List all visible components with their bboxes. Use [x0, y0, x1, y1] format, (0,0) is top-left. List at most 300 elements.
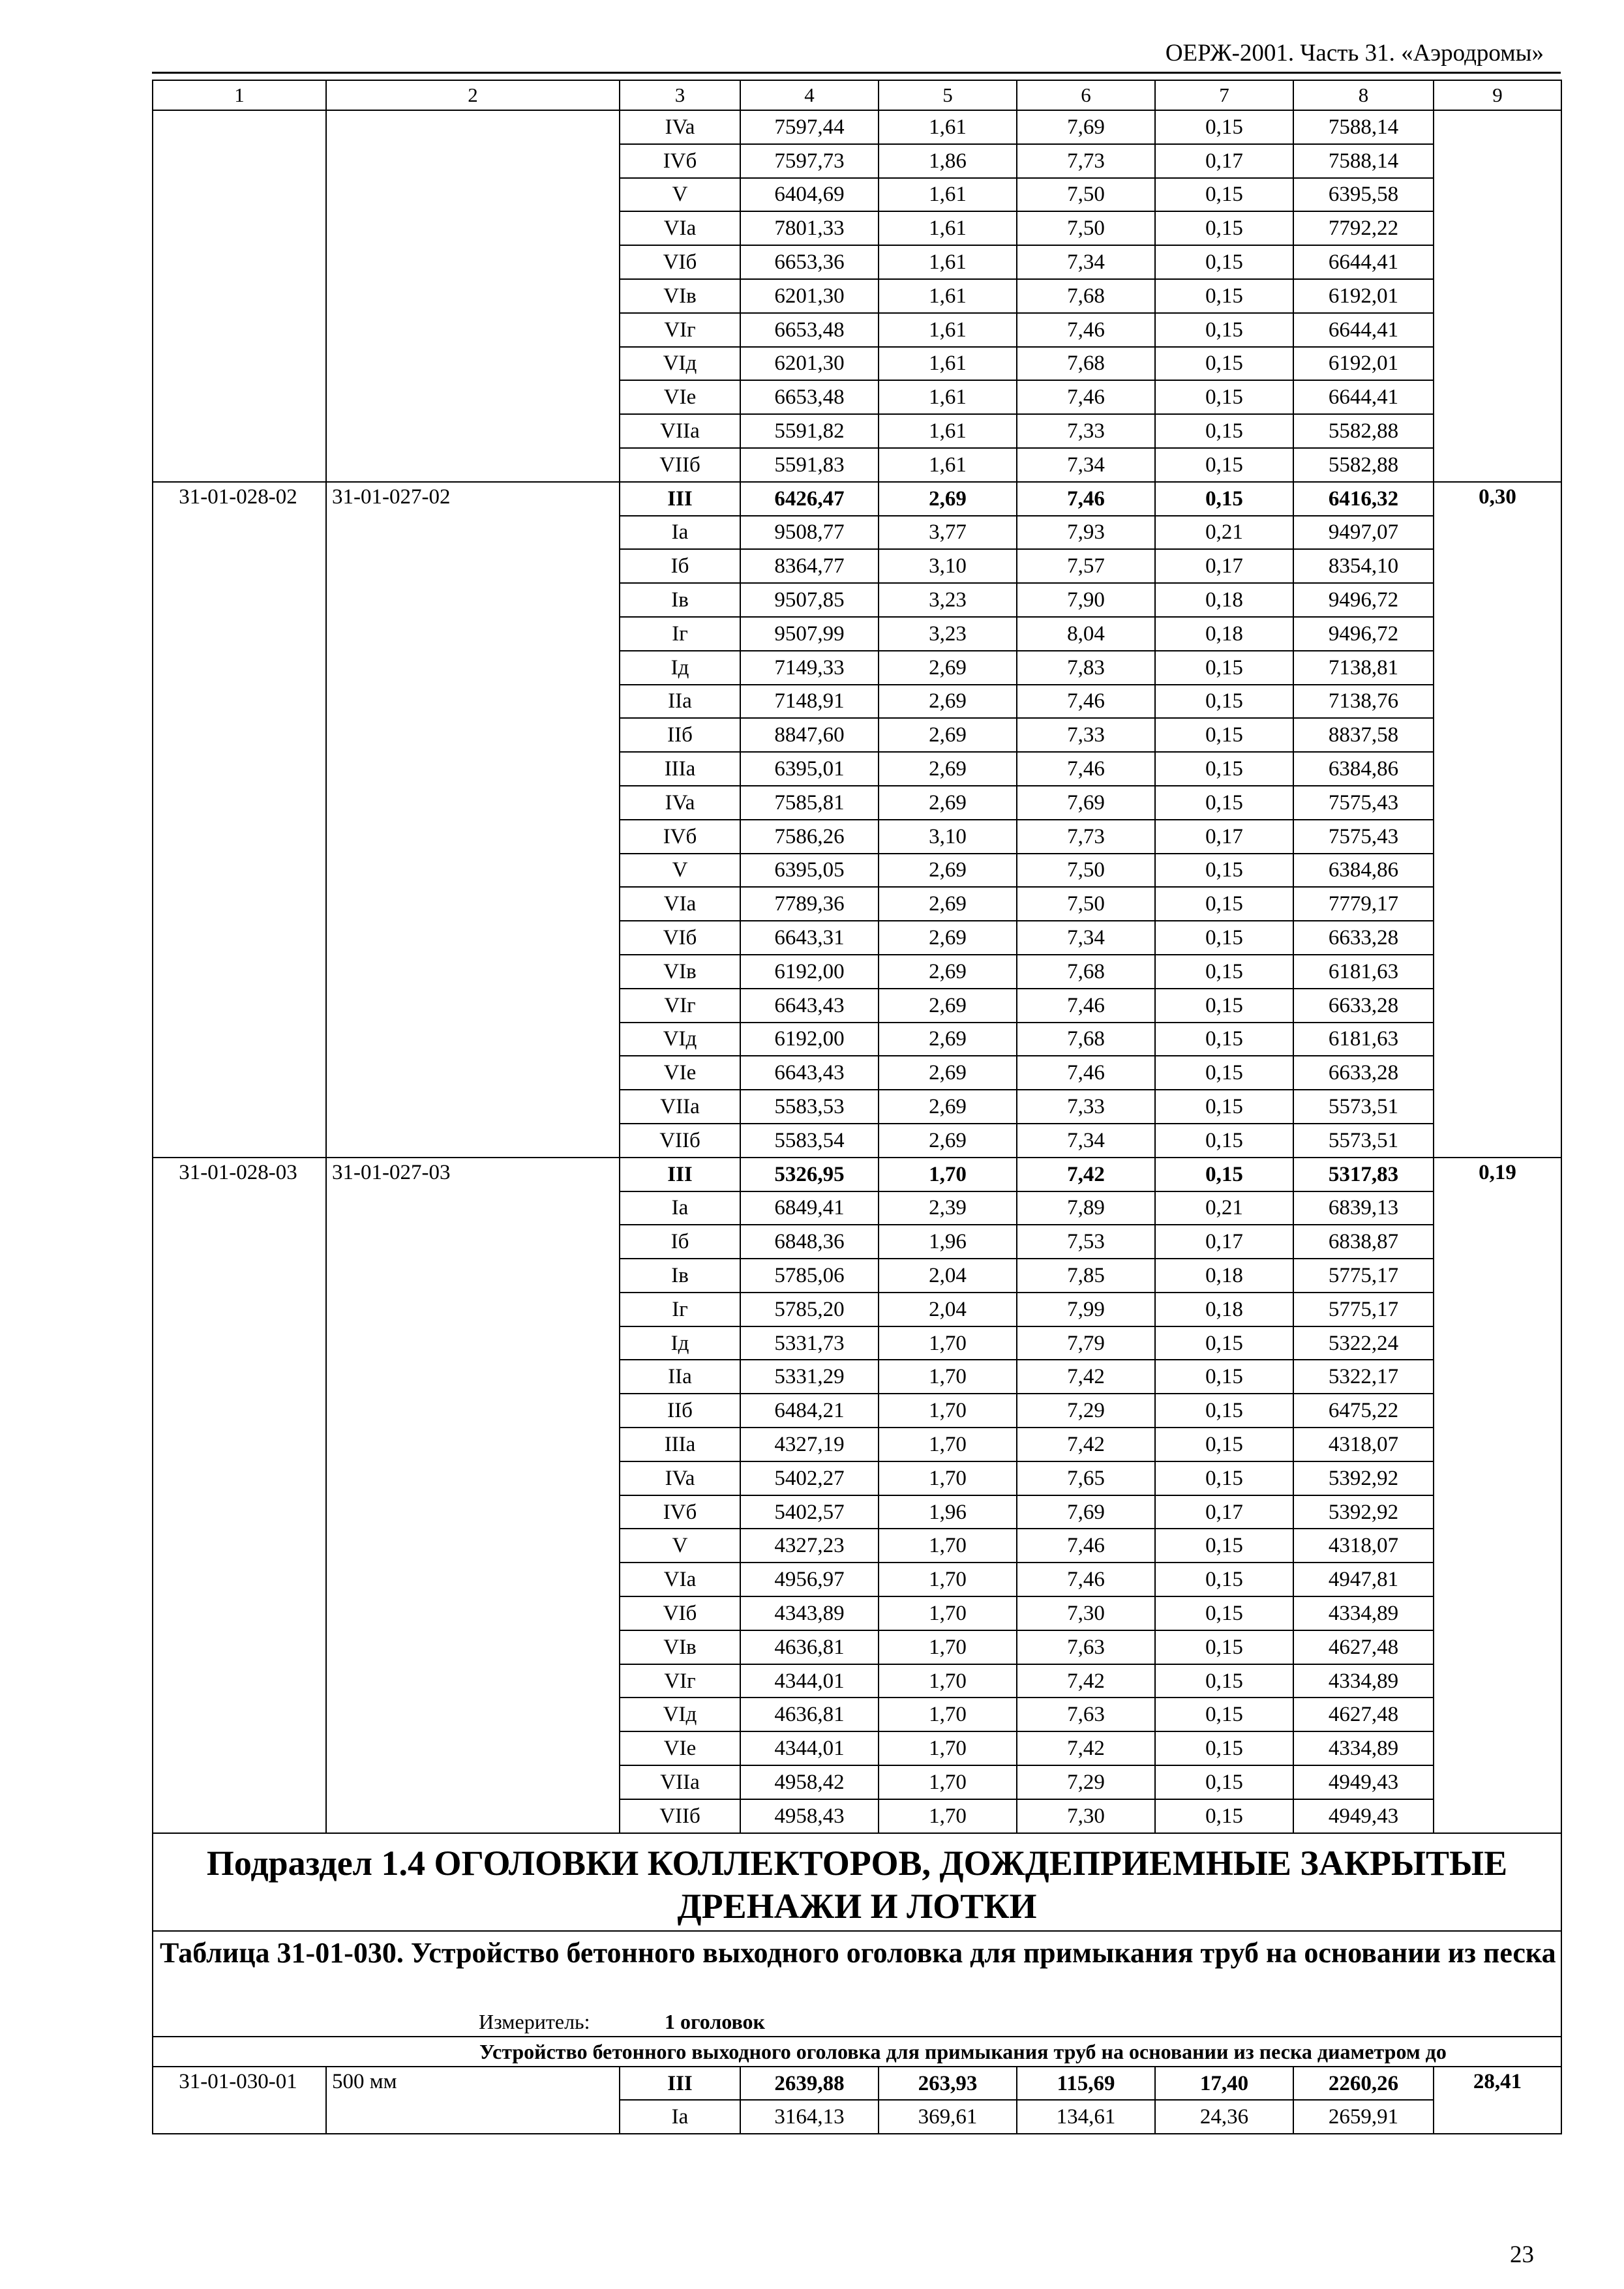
value-cell: 7,34 — [1017, 921, 1155, 955]
table-title: Таблица 31-01-030. Устройство бетонного выходного оголовка для примыкания труб на основании из песка — [153, 1931, 1561, 2007]
value-cell: 1,86 — [879, 144, 1017, 178]
value-cell: 0,21 — [1155, 516, 1293, 550]
value-cell: 5582,88 — [1293, 448, 1434, 482]
value-cell: 4327,19 — [740, 1428, 879, 1461]
value-cell: 5591,83 — [740, 448, 879, 482]
measure-label: Измеритель: — [479, 2009, 590, 2033]
value-cell: 6416,32 — [1293, 482, 1434, 516]
value-cell: 7586,26 — [740, 820, 879, 854]
value-cell: 0,15 — [1155, 1731, 1293, 1765]
zone-cell: VIIa — [620, 414, 740, 448]
value-cell: 0,15 — [1155, 211, 1293, 245]
value-cell: 0,15 — [1155, 989, 1293, 1023]
value-cell: 1,61 — [879, 347, 1017, 381]
value-cell: 7575,43 — [1293, 820, 1434, 854]
value-cell: 6643,43 — [740, 1056, 879, 1090]
value-cell: 0,15 — [1155, 1326, 1293, 1360]
value-cell: 7,46 — [1017, 752, 1155, 786]
value-cell: 4327,23 — [740, 1529, 879, 1563]
rate-ref-cell: 31-01-027-02 — [326, 482, 620, 1158]
column-number: 6 — [1017, 80, 1155, 110]
value-cell: 6839,13 — [1293, 1191, 1434, 1225]
value-cell: 1,61 — [879, 414, 1017, 448]
value-cell: 5322,17 — [1293, 1360, 1434, 1394]
value-cell: 7,46 — [1017, 989, 1155, 1023]
value-cell: 0,15 — [1155, 887, 1293, 921]
value-cell: 17,40 — [1155, 2067, 1293, 2101]
value-cell: 0,15 — [1155, 482, 1293, 516]
value-cell: 7,33 — [1017, 1090, 1155, 1124]
value-cell: 7138,76 — [1293, 685, 1434, 719]
value-cell: 2,69 — [879, 1090, 1017, 1124]
value-cell: 0,15 — [1155, 380, 1293, 414]
zone-cell: VIe — [620, 1731, 740, 1765]
value-cell: 7789,36 — [740, 887, 879, 921]
value-cell: 0,17 — [1155, 1225, 1293, 1259]
value-cell: 4334,89 — [1293, 1664, 1434, 1698]
value-cell: 5775,17 — [1293, 1293, 1434, 1326]
value-cell: 1,70 — [879, 1461, 1017, 1495]
value-cell: 2,69 — [879, 921, 1017, 955]
value-cell: 6201,30 — [740, 279, 879, 313]
value-cell: 369,61 — [879, 2100, 1017, 2134]
value-cell: 7575,43 — [1293, 786, 1434, 820]
value-cell: 2,69 — [879, 752, 1017, 786]
value-cell: 1,61 — [879, 313, 1017, 347]
value-cell: 7,33 — [1017, 414, 1155, 448]
value-cell: 7,93 — [1017, 516, 1155, 550]
value-cell: 0,18 — [1155, 617, 1293, 651]
measure-row — [153, 2007, 1561, 2037]
rate-ref-cell: 500 мм — [326, 2067, 620, 2134]
value-cell: 0,15 — [1155, 1630, 1293, 1664]
value-cell: 4949,43 — [1293, 1799, 1434, 1833]
value-cell: 7,30 — [1017, 1596, 1155, 1630]
value-cell: 7,50 — [1017, 887, 1155, 921]
zone-cell: VIб — [620, 1596, 740, 1630]
page-number: 23 — [1510, 2241, 1534, 2268]
measure-value: 1 оголовок — [665, 2009, 765, 2033]
value-cell: 3164,13 — [740, 2100, 879, 2134]
zone-cell: VIб — [620, 245, 740, 279]
value-cell: 4627,48 — [1293, 1698, 1434, 1731]
zone-cell: VIe — [620, 1056, 740, 1090]
value-cell: 2,69 — [879, 651, 1017, 685]
value-cell: 7,50 — [1017, 854, 1155, 888]
value-cell: 9507,85 — [740, 583, 879, 617]
value-cell: 7,57 — [1017, 549, 1155, 583]
value-cell: 7585,81 — [740, 786, 879, 820]
value-cell: 0,15 — [1155, 1394, 1293, 1428]
value-cell: 7,29 — [1017, 1394, 1155, 1428]
zone-cell: IVб — [620, 1495, 740, 1529]
value-cell: 5785,06 — [740, 1259, 879, 1293]
value-cell: 6384,86 — [1293, 854, 1434, 888]
value-cell: 1,70 — [879, 1326, 1017, 1360]
col9-cell: 28,41 — [1434, 2067, 1561, 2134]
value-cell: 5326,95 — [740, 1158, 879, 1191]
value-cell: 4636,81 — [740, 1630, 879, 1664]
value-cell: 7,63 — [1017, 1698, 1155, 1731]
column-number: 2 — [326, 80, 620, 110]
column-number: 4 — [740, 80, 879, 110]
value-cell: 9497,07 — [1293, 516, 1434, 550]
value-cell: 5775,17 — [1293, 1259, 1434, 1293]
col9-cell: 0,19 — [1434, 1158, 1561, 1833]
value-cell: 7,50 — [1017, 211, 1155, 245]
value-cell: 0,15 — [1155, 347, 1293, 381]
rate-code-cell: 31-01-030-01 — [153, 2067, 326, 2134]
value-cell: 7,34 — [1017, 245, 1155, 279]
value-cell: 7,46 — [1017, 685, 1155, 719]
value-cell: 2659,91 — [1293, 2100, 1434, 2134]
rate-code-cell — [153, 110, 326, 482]
zone-cell: V — [620, 854, 740, 888]
value-cell: 4949,43 — [1293, 1765, 1434, 1799]
value-cell: 0,15 — [1155, 1698, 1293, 1731]
value-cell: 6848,36 — [740, 1225, 879, 1259]
value-cell: 1,70 — [879, 1765, 1017, 1799]
value-cell: 0,15 — [1155, 279, 1293, 313]
zone-cell: IVб — [620, 144, 740, 178]
value-cell: 0,15 — [1155, 685, 1293, 719]
value-cell: 0,15 — [1155, 921, 1293, 955]
zone-cell: Ia — [620, 516, 740, 550]
value-cell: 5785,20 — [740, 1293, 879, 1326]
value-cell: 5582,88 — [1293, 414, 1434, 448]
value-cell: 5573,51 — [1293, 1090, 1434, 1124]
value-cell: 7792,22 — [1293, 211, 1434, 245]
value-cell: 1,70 — [879, 1664, 1017, 1698]
value-cell: 0,15 — [1155, 1529, 1293, 1563]
value-cell: 7,53 — [1017, 1225, 1155, 1259]
value-cell: 7148,91 — [740, 685, 879, 719]
value-cell: 3,10 — [879, 820, 1017, 854]
value-cell: 0,21 — [1155, 1191, 1293, 1225]
value-cell: 6192,01 — [1293, 347, 1434, 381]
value-cell: 1,70 — [879, 1731, 1017, 1765]
value-cell: 1,61 — [879, 245, 1017, 279]
value-cell: 6643,43 — [740, 989, 879, 1023]
value-cell: 0,18 — [1155, 1259, 1293, 1293]
value-cell: 6838,87 — [1293, 1225, 1434, 1259]
value-cell: 0,15 — [1155, 1596, 1293, 1630]
value-cell: 7,89 — [1017, 1191, 1155, 1225]
value-cell: 6384,86 — [1293, 752, 1434, 786]
value-cell: 4334,89 — [1293, 1731, 1434, 1765]
zone-cell: VIIб — [620, 448, 740, 482]
value-cell: 0,15 — [1155, 110, 1293, 144]
value-cell: 0,15 — [1155, 1158, 1293, 1191]
value-cell: 7,63 — [1017, 1630, 1155, 1664]
zone-cell: III — [620, 482, 740, 516]
value-cell: 7,68 — [1017, 347, 1155, 381]
value-cell: 7,50 — [1017, 178, 1155, 212]
value-cell: 9496,72 — [1293, 617, 1434, 651]
zone-cell: IIIa — [620, 752, 740, 786]
table-title-row — [153, 1931, 1561, 2007]
table-row — [153, 482, 1561, 516]
zone-cell: V — [620, 1529, 740, 1563]
value-cell: 0,15 — [1155, 1799, 1293, 1833]
value-cell: 1,70 — [879, 1394, 1017, 1428]
column-number: 7 — [1155, 80, 1293, 110]
value-cell: 1,61 — [879, 380, 1017, 414]
value-cell: 6643,31 — [740, 921, 879, 955]
value-cell: 8354,10 — [1293, 549, 1434, 583]
value-cell: 0,15 — [1155, 1428, 1293, 1461]
value-cell: 2,69 — [879, 786, 1017, 820]
value-cell: 7,68 — [1017, 1023, 1155, 1056]
value-cell: 1,61 — [879, 279, 1017, 313]
value-cell: 9496,72 — [1293, 583, 1434, 617]
value-cell: 7,69 — [1017, 110, 1155, 144]
zone-cell: Iб — [620, 1225, 740, 1259]
description-text: Устройство бетонного выходного оголовка для примыкания труб на основании из песка диаметром до — [153, 2037, 1561, 2067]
value-cell: 7,46 — [1017, 1563, 1155, 1596]
zone-cell: IVa — [620, 110, 740, 144]
value-cell: 7,85 — [1017, 1259, 1155, 1293]
value-cell: 3,23 — [879, 617, 1017, 651]
value-cell: 6475,22 — [1293, 1394, 1434, 1428]
value-cell: 4947,81 — [1293, 1563, 1434, 1596]
value-cell: 3,10 — [879, 549, 1017, 583]
value-cell: 7149,33 — [740, 651, 879, 685]
value-cell: 6644,41 — [1293, 380, 1434, 414]
value-cell: 6849,41 — [740, 1191, 879, 1225]
value-cell: 2,04 — [879, 1259, 1017, 1293]
value-cell: 7,46 — [1017, 313, 1155, 347]
value-cell: 0,15 — [1155, 1023, 1293, 1056]
value-cell: 1,70 — [879, 1596, 1017, 1630]
value-cell: 7,30 — [1017, 1799, 1155, 1833]
value-cell: 1,70 — [879, 1360, 1017, 1394]
value-cell: 7,34 — [1017, 448, 1155, 482]
zone-cell: IIa — [620, 1360, 740, 1394]
description-row — [153, 2037, 1561, 2067]
value-cell: 0,15 — [1155, 718, 1293, 752]
value-cell: 6426,47 — [740, 482, 879, 516]
zone-cell: IIб — [620, 1394, 740, 1428]
zone-cell: VIIб — [620, 1799, 740, 1833]
column-number-row — [153, 80, 1561, 110]
zone-cell: VIв — [620, 955, 740, 989]
zone-cell: III — [620, 1158, 740, 1191]
value-cell: 7,42 — [1017, 1428, 1155, 1461]
zone-cell: VIe — [620, 380, 740, 414]
zone-cell: IIб — [620, 718, 740, 752]
zone-cell: Iд — [620, 651, 740, 685]
value-cell: 0,15 — [1155, 414, 1293, 448]
zone-cell: VIa — [620, 211, 740, 245]
value-cell: 7,46 — [1017, 1056, 1155, 1090]
value-cell: 0,15 — [1155, 1090, 1293, 1124]
value-cell: 1,70 — [879, 1529, 1017, 1563]
value-cell: 2,69 — [879, 1056, 1017, 1090]
value-cell: 263,93 — [879, 2067, 1017, 2101]
value-cell: 0,15 — [1155, 245, 1293, 279]
value-cell: 7,65 — [1017, 1461, 1155, 1495]
value-cell: 4334,89 — [1293, 1596, 1434, 1630]
value-cell: 7,69 — [1017, 786, 1155, 820]
zone-cell: Ia — [620, 1191, 740, 1225]
value-cell: 0,15 — [1155, 178, 1293, 212]
value-cell: 0,15 — [1155, 651, 1293, 685]
column-number: 9 — [1434, 80, 1561, 110]
value-cell: 7,46 — [1017, 380, 1155, 414]
value-cell: 3,23 — [879, 583, 1017, 617]
column-number: 3 — [620, 80, 740, 110]
value-cell: 7,29 — [1017, 1765, 1155, 1799]
zone-cell: IIa — [620, 685, 740, 719]
value-cell: 7,68 — [1017, 279, 1155, 313]
value-cell: 4344,01 — [740, 1664, 879, 1698]
value-cell: 8847,60 — [740, 718, 879, 752]
value-cell: 7138,81 — [1293, 651, 1434, 685]
zone-cell: Iг — [620, 1293, 740, 1326]
value-cell: 2,69 — [879, 989, 1017, 1023]
value-cell: 2,04 — [879, 1293, 1017, 1326]
zone-cell: V — [620, 178, 740, 212]
subsection-row — [153, 1833, 1561, 1931]
header-rule — [152, 72, 1561, 74]
value-cell: 0,15 — [1155, 1765, 1293, 1799]
table-row — [153, 1158, 1561, 1191]
zone-cell: VIв — [620, 1630, 740, 1664]
value-cell: 0,15 — [1155, 448, 1293, 482]
value-cell: 0,17 — [1155, 1495, 1293, 1529]
zone-cell: IVб — [620, 820, 740, 854]
value-cell: 6395,01 — [740, 752, 879, 786]
value-cell: 1,61 — [879, 211, 1017, 245]
zone-cell: VIa — [620, 887, 740, 921]
zone-cell: Iб — [620, 549, 740, 583]
value-cell: 0,15 — [1155, 955, 1293, 989]
value-cell: 2,69 — [879, 718, 1017, 752]
value-cell: 7588,14 — [1293, 110, 1434, 144]
value-cell: 2639,88 — [740, 2067, 879, 2101]
value-cell: 0,15 — [1155, 1056, 1293, 1090]
measure-cell — [153, 2007, 1561, 2037]
value-cell: 4956,97 — [740, 1563, 879, 1596]
value-cell: 5591,82 — [740, 414, 879, 448]
column-number: 5 — [879, 80, 1017, 110]
value-cell: 0,18 — [1155, 583, 1293, 617]
value-cell: 7779,17 — [1293, 887, 1434, 921]
value-cell: 7801,33 — [740, 211, 879, 245]
value-cell: 2,69 — [879, 955, 1017, 989]
value-cell: 6192,00 — [740, 955, 879, 989]
value-cell: 7597,44 — [740, 110, 879, 144]
value-cell: 7,69 — [1017, 1495, 1155, 1529]
value-cell: 0,15 — [1155, 752, 1293, 786]
value-cell: 8364,77 — [740, 549, 879, 583]
value-cell: 4636,81 — [740, 1698, 879, 1731]
value-cell: 6201,30 — [740, 347, 879, 381]
rate-ref-cell: 31-01-027-03 — [326, 1158, 620, 1833]
value-cell: 7,46 — [1017, 1529, 1155, 1563]
value-cell: 115,69 — [1017, 2067, 1155, 2101]
value-cell: 2,69 — [879, 685, 1017, 719]
value-cell: 9507,99 — [740, 617, 879, 651]
value-cell: 2,69 — [879, 1124, 1017, 1158]
value-cell: 5317,83 — [1293, 1158, 1434, 1191]
value-cell: 7,42 — [1017, 1731, 1155, 1765]
zone-cell: VIIa — [620, 1765, 740, 1799]
zone-cell: VIг — [620, 989, 740, 1023]
value-cell: 0,18 — [1155, 1293, 1293, 1326]
value-cell: 4958,42 — [740, 1765, 879, 1799]
value-cell: 2,69 — [879, 482, 1017, 516]
value-cell: 1,70 — [879, 1563, 1017, 1596]
zone-cell: VIг — [620, 313, 740, 347]
value-cell: 5331,29 — [740, 1360, 879, 1394]
value-cell: 4627,48 — [1293, 1630, 1434, 1664]
value-cell: 6644,41 — [1293, 245, 1434, 279]
zone-cell: IVa — [620, 786, 740, 820]
value-cell: 5331,73 — [740, 1326, 879, 1360]
value-cell: 6404,69 — [740, 178, 879, 212]
rate-ref-cell — [326, 110, 620, 482]
value-cell: 5392,92 — [1293, 1461, 1434, 1495]
value-cell: 6653,48 — [740, 380, 879, 414]
value-cell: 2,69 — [879, 854, 1017, 888]
value-cell: 7,42 — [1017, 1158, 1155, 1191]
value-cell: 1,96 — [879, 1495, 1017, 1529]
value-cell: 0,15 — [1155, 786, 1293, 820]
value-cell: 6644,41 — [1293, 313, 1434, 347]
value-cell: 4958,43 — [740, 1799, 879, 1833]
value-cell: 0,15 — [1155, 1461, 1293, 1495]
value-cell: 7,73 — [1017, 820, 1155, 854]
value-cell: 7,42 — [1017, 1664, 1155, 1698]
value-cell: 1,70 — [879, 1158, 1017, 1191]
value-cell: 1,61 — [879, 178, 1017, 212]
zone-cell: IIIa — [620, 1428, 740, 1461]
value-cell: 0,15 — [1155, 1124, 1293, 1158]
zone-cell: Iв — [620, 1259, 740, 1293]
zone-cell: VIб — [620, 921, 740, 955]
value-cell: 4344,01 — [740, 1731, 879, 1765]
value-cell: 5322,24 — [1293, 1326, 1434, 1360]
value-cell: 7,33 — [1017, 718, 1155, 752]
value-cell: 9508,77 — [740, 516, 879, 550]
value-cell: 1,70 — [879, 1630, 1017, 1664]
value-cell: 7588,14 — [1293, 144, 1434, 178]
value-cell: 1,61 — [879, 110, 1017, 144]
rate-code-cell: 31-01-028-02 — [153, 482, 326, 1158]
value-cell: 6192,00 — [740, 1023, 879, 1056]
value-cell: 7,73 — [1017, 144, 1155, 178]
value-cell: 6395,58 — [1293, 178, 1434, 212]
value-cell: 4343,89 — [740, 1596, 879, 1630]
value-cell: 6395,05 — [740, 854, 879, 888]
value-cell: 0,17 — [1155, 144, 1293, 178]
zone-cell: VIд — [620, 347, 740, 381]
col9-cell — [1434, 110, 1561, 482]
value-cell: 5573,51 — [1293, 1124, 1434, 1158]
value-cell: 7,68 — [1017, 955, 1155, 989]
value-cell: 7,99 — [1017, 1293, 1155, 1326]
value-cell: 6181,63 — [1293, 1023, 1434, 1056]
value-cell: 6181,63 — [1293, 955, 1434, 989]
value-cell: 2260,26 — [1293, 2067, 1434, 2101]
table-row — [153, 2067, 1561, 2101]
value-cell: 8,04 — [1017, 617, 1155, 651]
value-cell: 5402,57 — [740, 1495, 879, 1529]
value-cell: 5392,92 — [1293, 1495, 1434, 1529]
value-cell: 1,96 — [879, 1225, 1017, 1259]
